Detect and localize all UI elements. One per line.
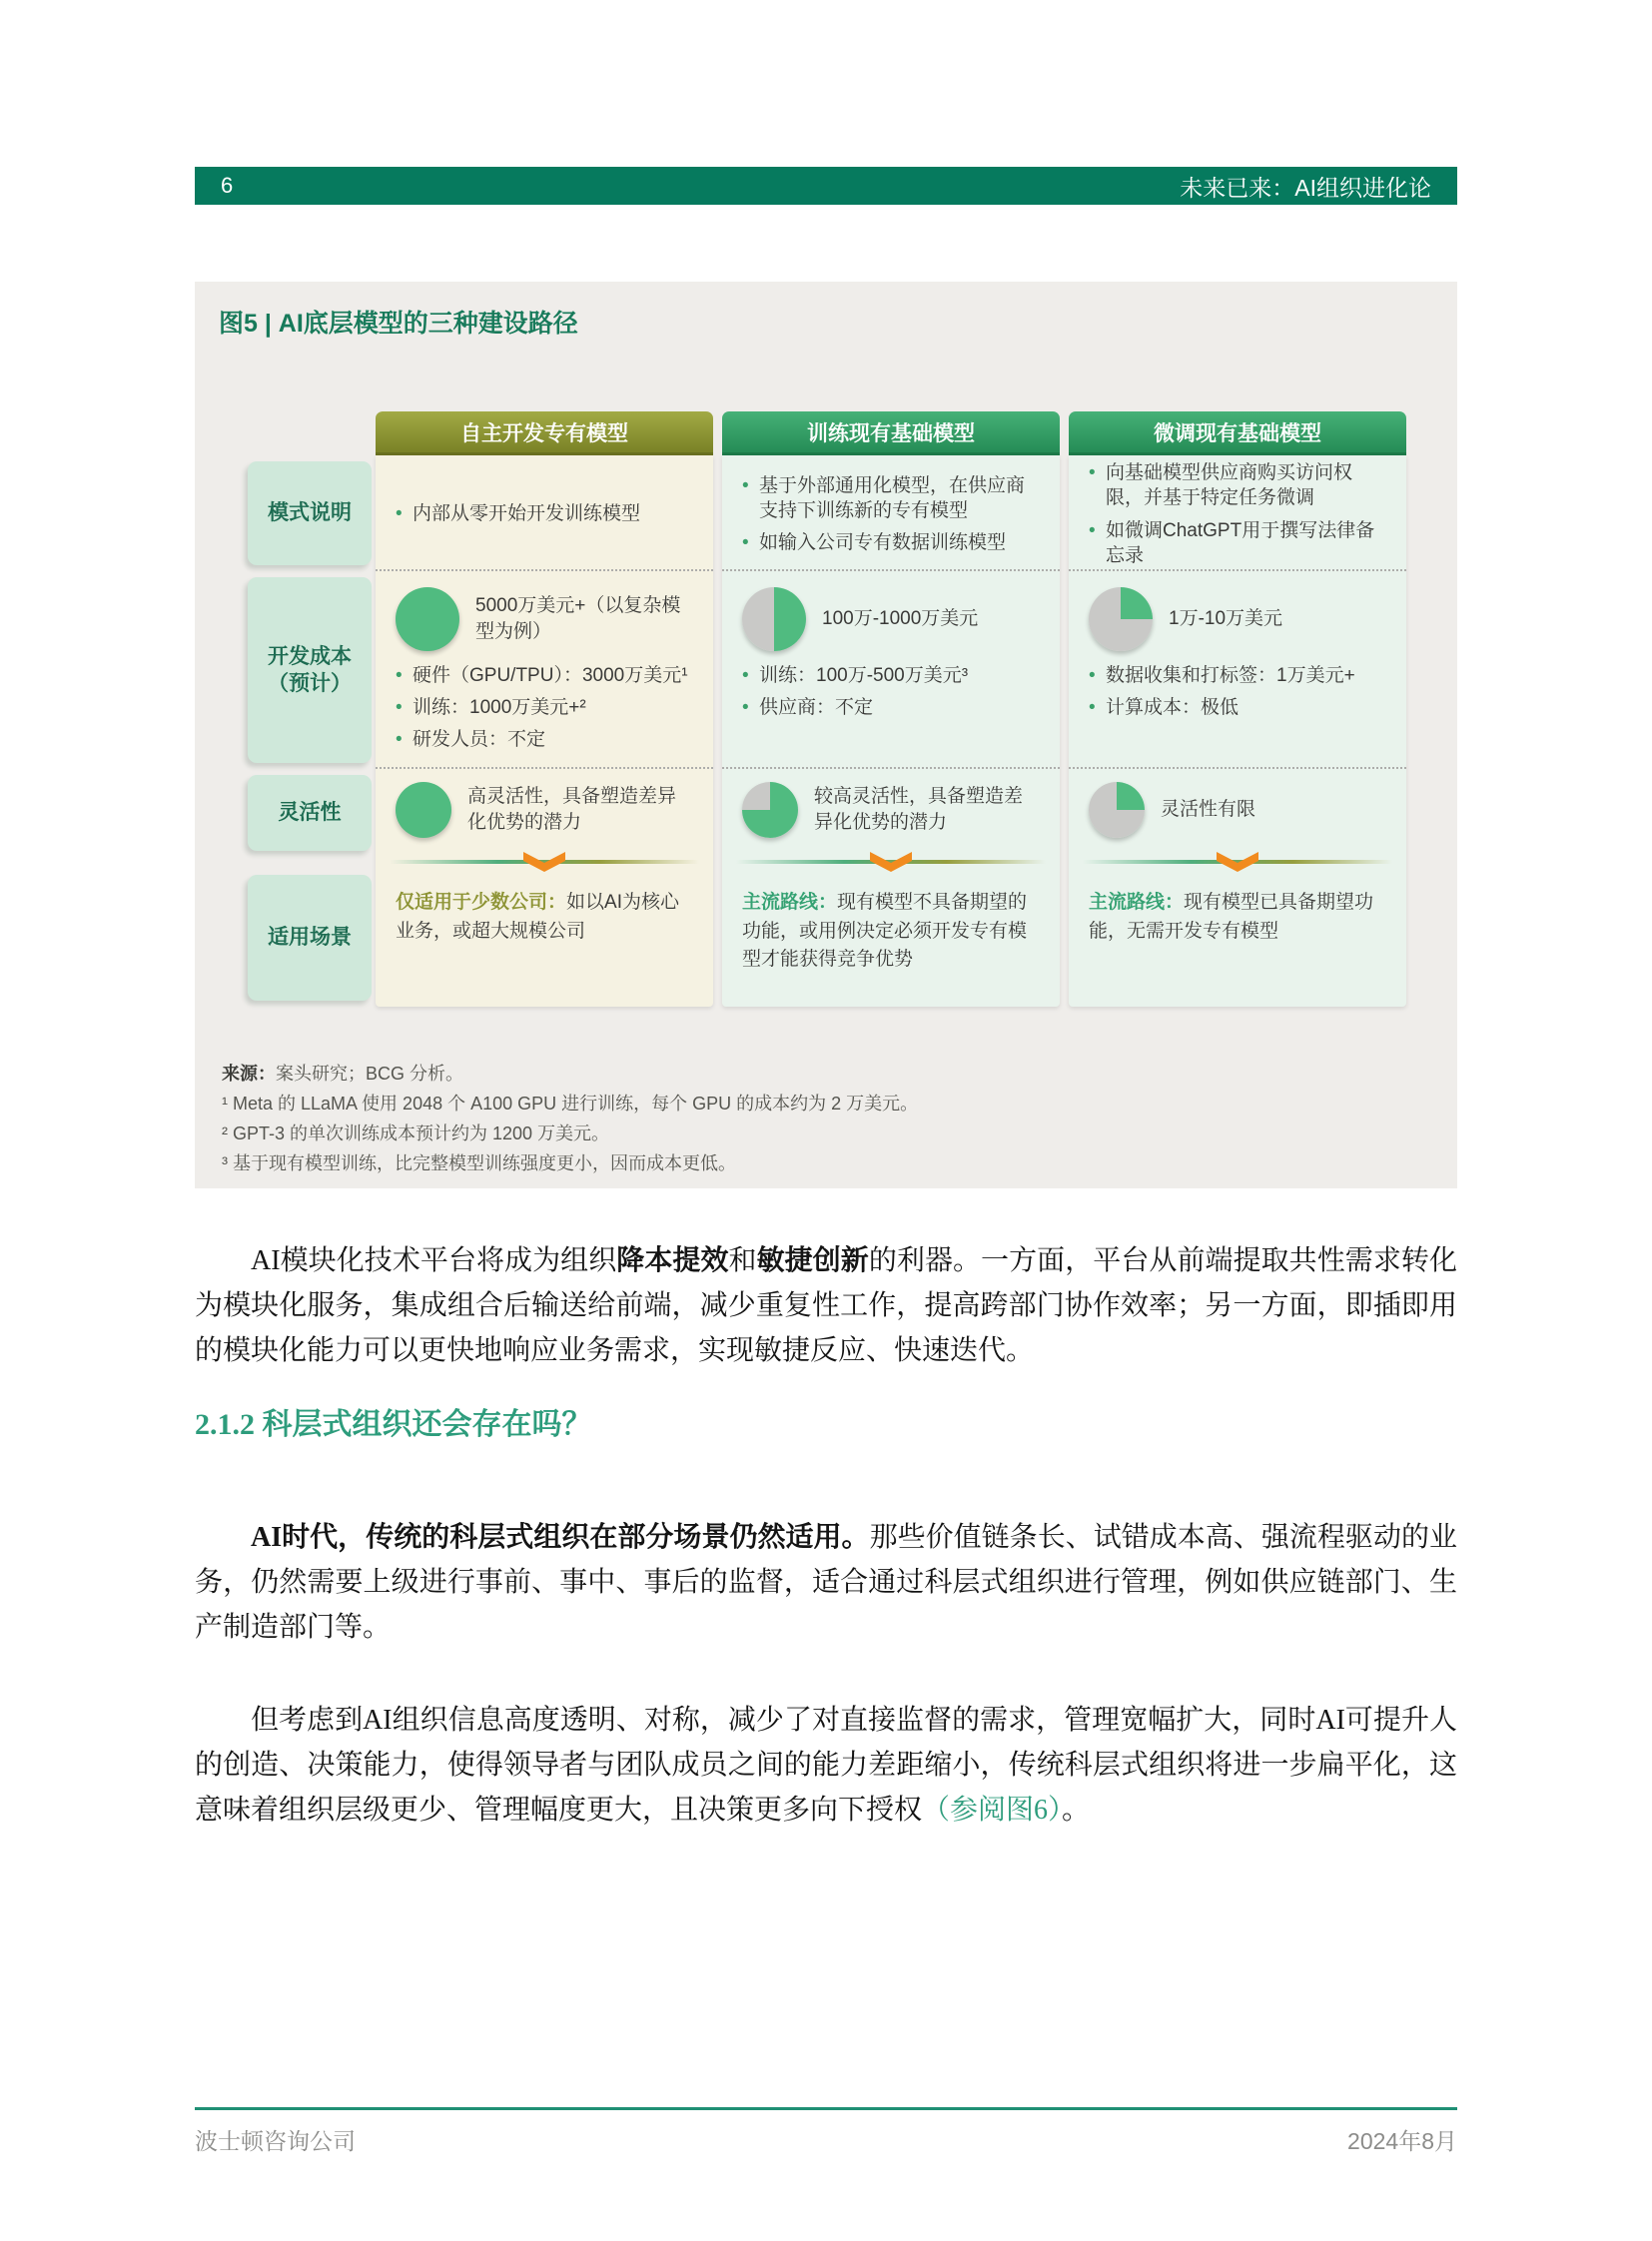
paragraph-flattening: 但考虑到AI组织信息高度透明、对称，减少了对直接监督的需求，管理宽幅扩大，同时AI可提升人的创造、决策能力，使得领导者与团队成员之间的能力差距缩小，传统科层式组织将进一步扁平化，这意味着组织层级更少、管理幅度更大，且决策更多向下授权（参阅图6）。 <box>195 1705 1457 1826</box>
cost-headline: 1万-10万美元 <box>1169 608 1283 630</box>
footer-company: 波士顿咨询公司 <box>195 2128 356 2154</box>
figure-reference-link[interactable]: （参阅图6） <box>922 1795 1063 1826</box>
page-header <box>195 167 1457 205</box>
paragraph-hierarchy-applicable: AI时代，传统的科层式组织在部分场景仍然适用。那些价值链条长、试错成本高、强流程驱动的业务，仍然需要上级进行事前、事中、事后的监督，适合通过科层式组织进行管理，例如供应链部门、生产制造部门等。 <box>195 1522 1457 1643</box>
bullet-item: • 内部从零开始开发训练模型 <box>396 501 693 526</box>
page-number: 6 <box>221 173 234 198</box>
cell-flexibility <box>376 769 713 851</box>
bullet-item: • 向基础模型供应商购买访问权限，并基于特定任务微调 <box>1089 460 1386 510</box>
scenario-text: 现有模型已具备期望功能，无需开发专有模型 <box>1089 892 1374 942</box>
scenario-lead: 主流路线： <box>742 892 838 913</box>
column-train-existing <box>722 411 1060 1007</box>
scenario-text: 如以AI为核心业务，或超大规模公司 <box>396 892 679 942</box>
flexibility-text: 较高灵活性，具备塑造差异化优势的潜力 <box>814 786 1024 833</box>
column-finetune-existing <box>1069 411 1406 1007</box>
bullet-item: • 供应商：不定 <box>742 695 1040 720</box>
pie-chart-icon <box>1089 587 1153 651</box>
pie-chart-icon <box>396 587 459 651</box>
figure-title: 图5 | AI底层模型的三种建设路径 <box>219 310 578 338</box>
cell-mode-description <box>376 455 713 571</box>
figure-notes <box>222 1059 918 1178</box>
row-label-flexibility: 灵活性 <box>248 775 372 851</box>
footnote: ² GPT-3 的单次训练成本预计约为 1200 万美元。 <box>222 1123 610 1143</box>
cell-flexibility <box>1069 769 1406 851</box>
cell-scenario <box>722 873 1060 1007</box>
chevron-divider <box>1069 851 1406 873</box>
column-self-develop <box>376 411 713 1007</box>
bullet-item: • 训练：100万-500万美元³ <box>742 663 1040 688</box>
pie-chart-icon <box>742 782 798 838</box>
cost-headline: 5000万美元+（以复杂模型为例） <box>475 595 681 642</box>
figure-panel <box>195 282 1457 1188</box>
column-header: 训练现有基础模型 <box>722 411 1060 455</box>
pie-chart-icon <box>1089 782 1145 838</box>
bullet-item: • 硬件（GPU/TPU）：3000万美元¹ <box>396 663 693 688</box>
row-label-scenario: 适用场景 <box>248 875 372 1001</box>
scenario-lead: 主流路线： <box>1089 892 1185 913</box>
paragraph-modular-platform: AI模块化技术平台将成为组织降本提效和敏捷创新的利器。一方面，平台从前端提取共性需求转化为模块化服务，集成组合后输送给前端，减少重复性工作，提高跨部门协作效率；另一方面，即插即用的模块化能力可以更快地响应业务需求，实现敏捷反应、快速迭代。 <box>195 1245 1457 1366</box>
chevron-down-icon <box>864 851 918 873</box>
cell-mode-description <box>722 455 1060 571</box>
chevron-divider <box>376 851 713 873</box>
flexibility-text: 灵活性有限 <box>1161 799 1256 821</box>
pie-chart-icon <box>396 782 451 838</box>
chevron-divider <box>722 851 1060 873</box>
bullet-item: • 计算成本：极低 <box>1089 695 1386 720</box>
cell-mode-description <box>1069 455 1406 571</box>
cell-scenario <box>1069 873 1406 1007</box>
cell-scenario <box>376 873 713 1007</box>
footer-rule <box>195 2107 1457 2110</box>
section-heading-2-1-2: 2.1.2 科层式组织还会存在吗？ <box>195 1408 592 1441</box>
source-text: 案头研究；BCG 分析。 <box>276 1064 464 1084</box>
scenario-lead: 仅适用于少数公司： <box>396 892 567 913</box>
footnote: ³ 基于现有模型训练，比完整模型训练强度更小，因而成本更低。 <box>222 1153 736 1173</box>
page-footer <box>195 2123 1457 2156</box>
column-header: 自主开发专有模型 <box>376 411 713 455</box>
report-title: 未来已来：AI组织进化论 <box>1180 174 1431 201</box>
column-header: 微调现有基础模型 <box>1069 411 1406 455</box>
row-label-mode: 模式说明 <box>248 461 372 565</box>
scenario-text: 现有模型不具备期望的功能，或用例决定必须开发专有模型才能获得竞争优势 <box>742 892 1028 970</box>
bullet-item: • 研发人员：不定 <box>396 727 693 752</box>
chevron-down-icon <box>517 851 571 873</box>
cost-headline: 100万-1000万美元 <box>822 608 979 630</box>
footer-date: 2024年8月 <box>1347 2128 1457 2154</box>
bullet-item: • 如微调ChatGPT用于撰写法律备忘录 <box>1089 518 1386 568</box>
pie-chart-icon <box>742 587 806 651</box>
source-label: 来源： <box>222 1064 276 1084</box>
footnote: ¹ Meta 的 LLaMA 使用 2048 个 A100 GPU 进行训练，每个 GPU 的成本约为 2 万美元。 <box>222 1094 919 1114</box>
bullet-item: • 数据收集和打标签：1万美元+ <box>1089 663 1386 688</box>
bullet-item: • 训练：1000万美元+² <box>396 695 693 720</box>
body-text <box>195 1238 1457 1833</box>
source-line <box>222 1059 918 1089</box>
row-label-cost: 开发成本 （预计） <box>248 577 372 763</box>
cell-dev-cost <box>376 571 713 769</box>
bullet-item: • 基于外部通用化模型，在供应商支持下训练新的专有模型 <box>742 473 1040 523</box>
cell-dev-cost <box>1069 571 1406 769</box>
bullet-item: • 如输入公司专有数据训练模型 <box>742 530 1040 555</box>
flexibility-text: 高灵活性，具备塑造差异化优势的潜力 <box>467 786 677 833</box>
chevron-down-icon <box>1211 851 1264 873</box>
cell-flexibility <box>722 769 1060 851</box>
cell-dev-cost <box>722 571 1060 769</box>
